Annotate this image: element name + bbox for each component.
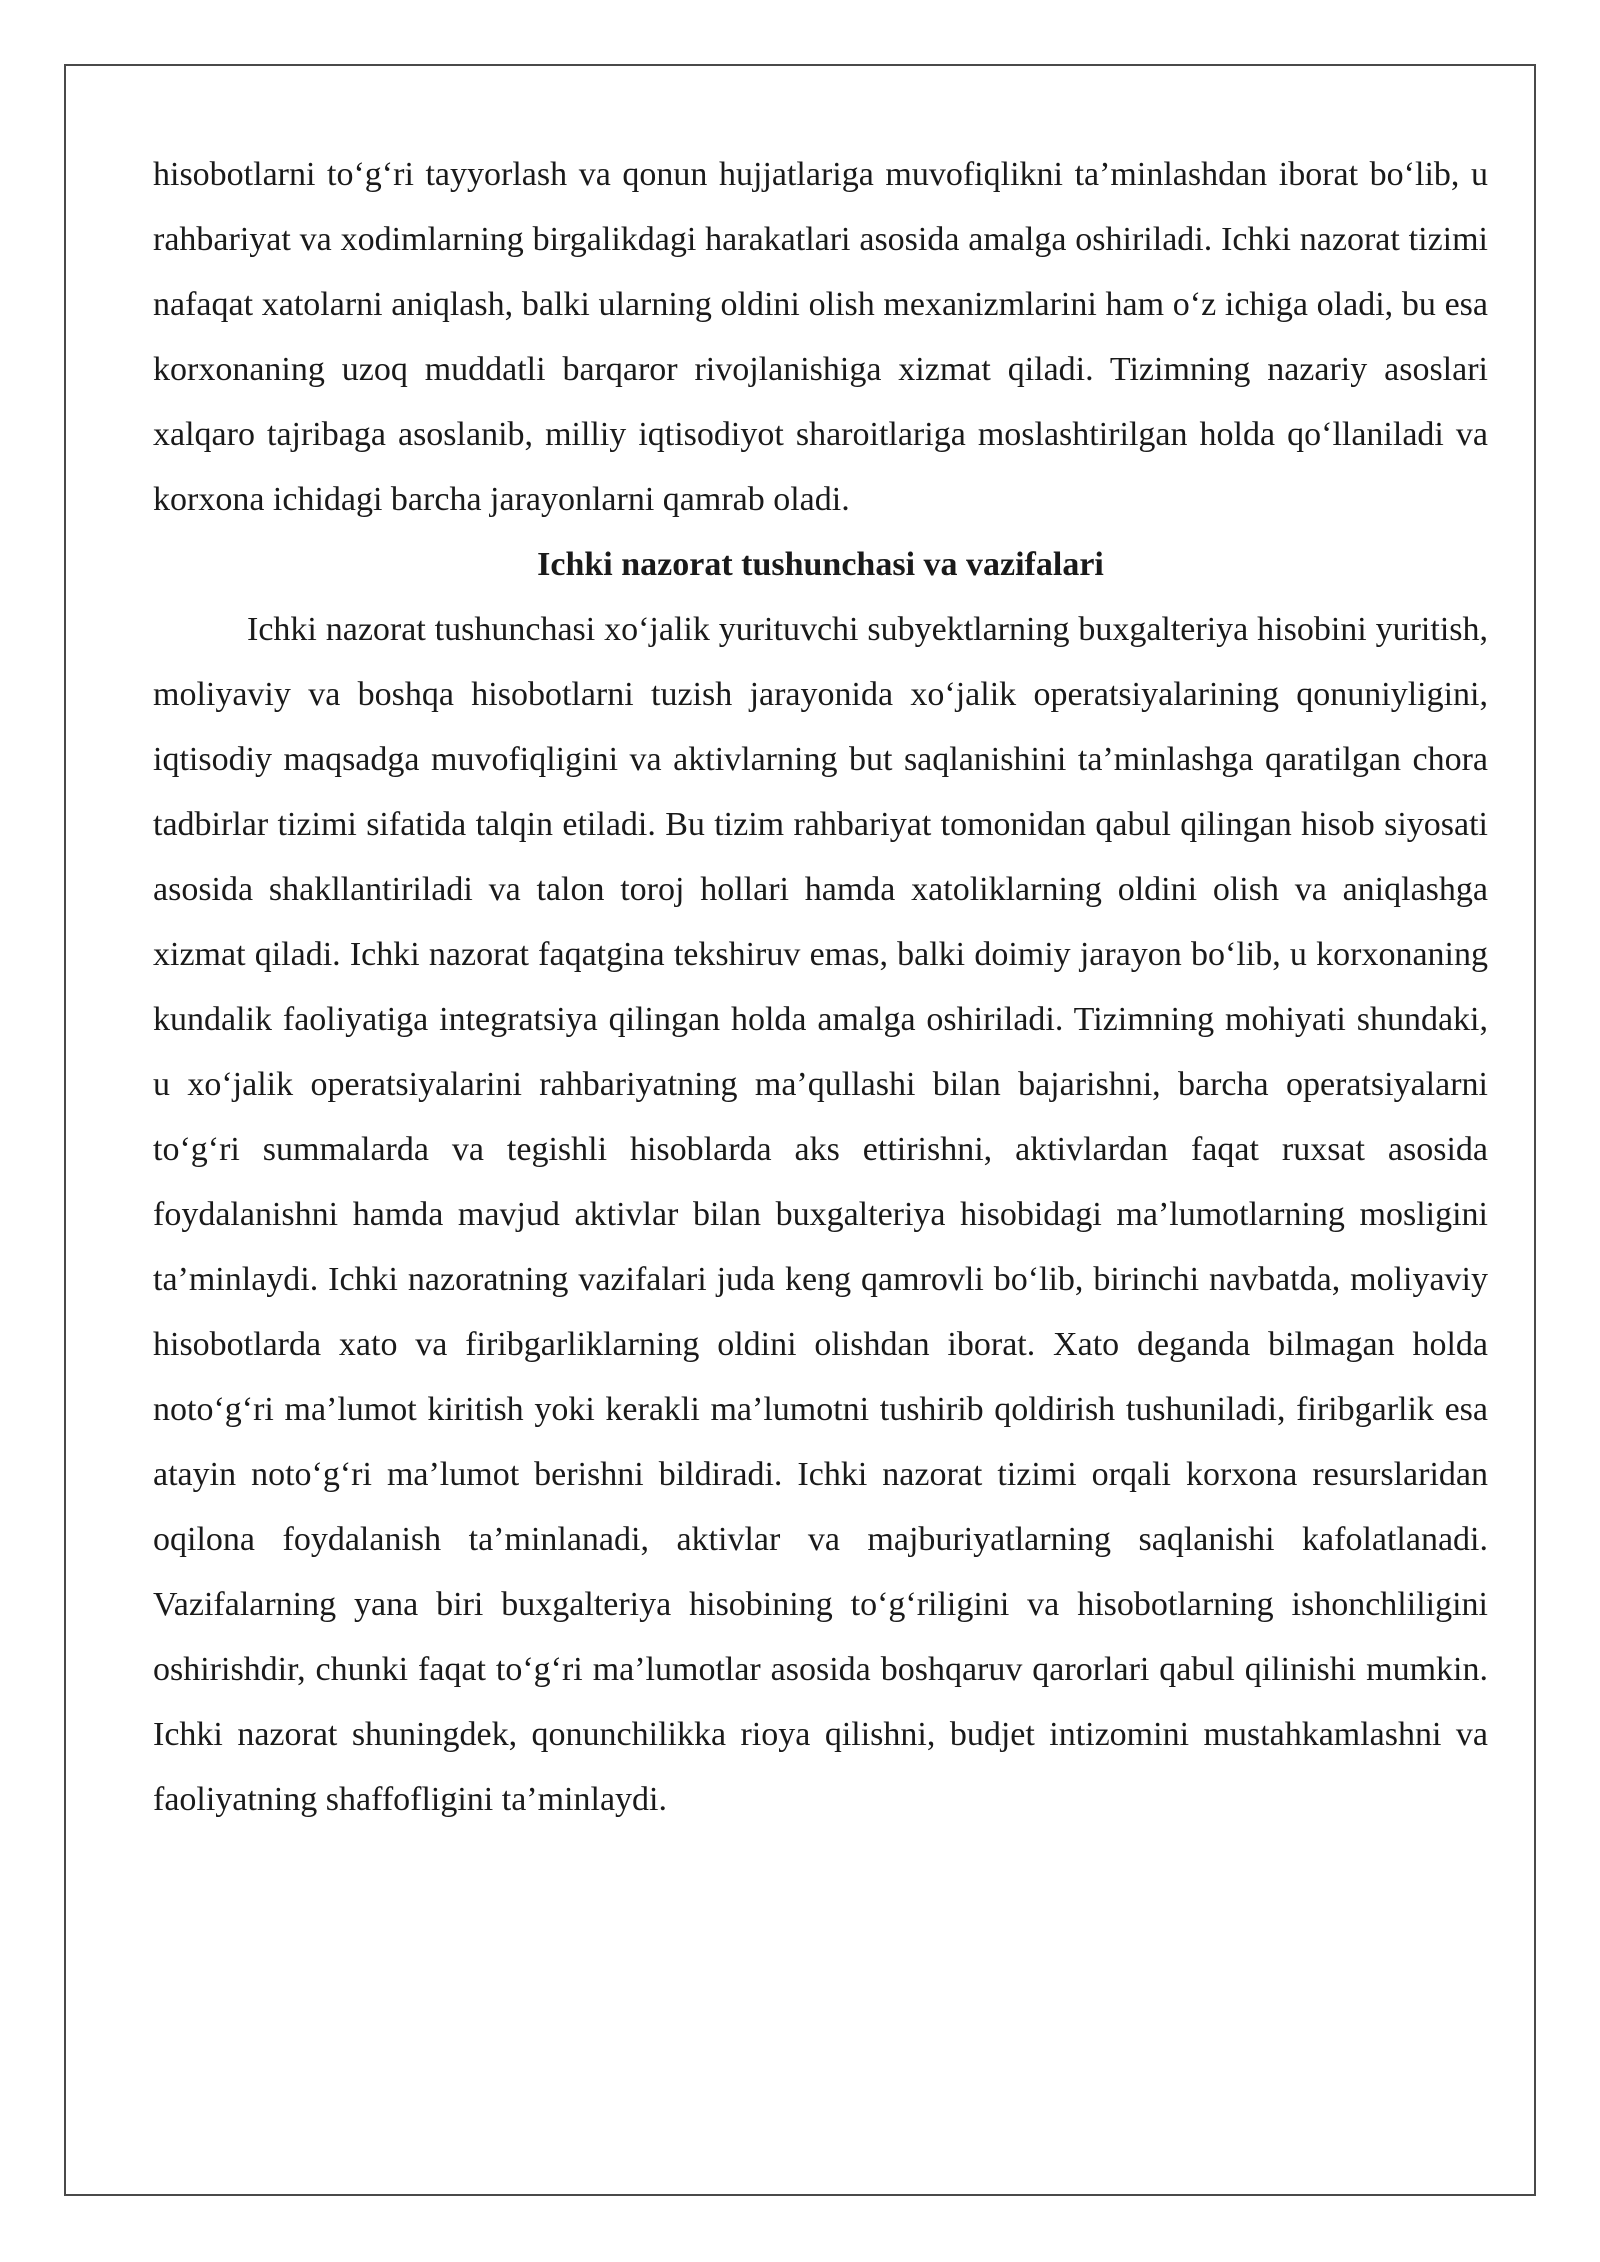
section-heading: Ichki nazorat tushunchasi va vazifalari — [537, 546, 1104, 583]
document-body — [153, 142, 1488, 1832]
paragraph-intro-continuation: hisobotlarni to‘g‘ri tayyorlash va qonun hujjatlariga muvofiqlikni ta’minlashdan iborat bo‘lib, u rahbariyat va xodimlarning birgalikdagi harakatlari asosida amalga oshiriladi. Ichki nazorat tizimi nafaqat xatolarni aniqlash, balki ularning oldini olish mexanizmlarini ham o‘z ichiga oladi, bu esa korxonaning uzoq muddatli barqaror rivojlanishiga xizmat qiladi. Tizimning nazariy asoslari xalqaro tajribaga asoslanib, milliy iqtisodiyot sharoitlariga moslashtirilgan holda qo‘llaniladi va korxona ichidagi barcha jarayonlarni qamrab oladi. — [153, 156, 1488, 518]
paragraph-internal-control-concept: Ichki nazorat tushunchasi xo‘jalik yurituvchi subyektlarning buxgalteriya hisobini yuritish, moliyaviy va boshqa hisobotlarni tuzish jarayonida xo‘jalik operatsiyalarining qonuniyligini, iqtisodiy maqsadga muvofiqligini va aktivlarning but saqlanishini ta’minlashga qaratilgan chora tadbirlar tizimi sifatida talqin etiladi. Bu tizim rahbariyat tomonidan qabul qilingan hisob siyosati asosida shakllantiriladi va talon toroj hollari hamda xatoliklarning oldini olish va aniqlashga xizmat qiladi. Ichki nazorat faqatgina tekshiruv emas, balki doimiy jarayon bo‘lib, u korxonaning kundalik faoliyatiga integratsiya qilingan holda amalga oshiriladi. Tizimning mohiyati shundaki, u xo‘jalik operatsiyalarini rahbariyatning ma’qullashi bilan bajarishni, barcha operatsiyalarni to‘g‘ri summalarda va tegishli hisoblarda aks ettirishni, aktivlardan faqat ruxsat asosida foydalanishni hamda mavjud aktivlar bilan buxgalteriya hisobidagi ma’lumotlarning mosligini ta’minlaydi. Ichki nazoratning vazifalari juda keng qamrovli bo‘lib, birinchi navbatda, moliyaviy hisobotlarda xato va firibgarliklarning oldini olishdan iborat. Xato deganda bilmagan holda noto‘g‘ri ma’lumot kiritish yoki kerakli ma’lumotni tushirib qoldirish tushuniladi, firibgarlik esa atayin noto‘g‘ri ma’lumot berishni bildiradi. Ichki nazorat tizimi orqali korxona resurslaridan oqilona foydalanish ta’minlanadi, aktivlar va majburiyatlarning saqlanishi kafolatlanadi. Vazifalarning yana biri buxgalteriya hisobining to‘g‘riligini va hisobotlarning ishonchliligini oshirishdir, chunki faqat to‘g‘ri ma’lumotlar asosida boshqaruv qarorlari qabul qilinishi mumkin. Ichki nazorat shuningdek, qonunchilikka rioya qilishni, budjet intizomini mustahkamlashni va faoliyatning shaffofligini ta’minlaydi. — [153, 611, 1488, 1818]
